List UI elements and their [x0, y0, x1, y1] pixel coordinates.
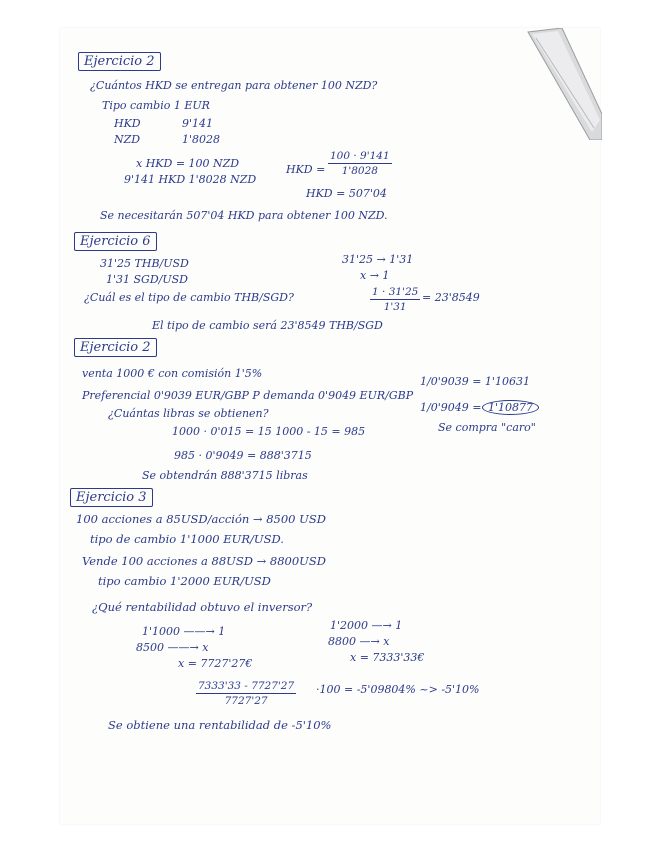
exercise-1-fraction-den: 1'8028 [341, 165, 378, 177]
exercise-2-conclusion: El tipo de cambio será 23'8549 THB/SGD [152, 319, 383, 332]
exercise-4-rule2a: 1'2000 —→ 1 [330, 619, 403, 632]
exercise-2-question: ¿Cuál es el tipo de cambio THB/SGD? [84, 291, 294, 304]
exercise-4-fraction-den: 7727'27 [224, 695, 268, 707]
notebook-page [60, 28, 600, 824]
exercise-4-rule1c: x = 7727'27€ [178, 657, 253, 670]
exercise-2-fraction-den: 1'31 [383, 301, 407, 313]
exercise-1-hkd-value: 9'141 [182, 117, 214, 130]
exercise-3-calc2: 985 · 0'9049 = 888'3715 [174, 449, 312, 462]
exercise-4-fraction-result: ·100 = -5'09804% ~> -5'10% [316, 683, 480, 696]
pen-image [522, 28, 602, 140]
exercise-1-hkd-label: HKD [114, 117, 141, 130]
exercise-2-fraction-num: 1 · 31'25 [372, 286, 419, 298]
exercise-1-conclusion: Se necesitarán 507'04 HKD para obtener 100 NZD. [100, 209, 388, 222]
exercise-1-cross-2: 9'141 HKD 1'8028 NZD [124, 173, 257, 186]
exercise-4-question: ¿Qué rentabilidad obtuvo el inversor? [92, 600, 313, 614]
exercise-heading-4: Ejercicio 3 [70, 488, 153, 507]
exercise-3-line1: venta 1000 € con comisión 1'5% [82, 367, 263, 380]
exercise-1-hkd-eq: HKD = [286, 163, 326, 176]
exercise-4-rule1b: 8500 ——→ x [136, 641, 209, 654]
exercise-2-fraction [370, 286, 420, 313]
exercise-4-fraction-num: 7333'33 - 7727'27 [198, 680, 295, 692]
exercise-3-question: ¿Cuántas libras se obtienen? [108, 407, 269, 420]
exercise-4-conclusion: Se obtiene una rentabilidad de -5'10% [108, 718, 332, 732]
exercise-2-line2: 1'31 SGD/USD [106, 273, 188, 286]
exercise-4-rule1a: 1'1000 ——→ 1 [142, 625, 226, 638]
exercise-2-line1: 31'25 THB/USD [100, 257, 189, 270]
exercise-1-rate-label: Tipo cambio 1 EUR [102, 99, 210, 112]
exercise-4-line2: tipo de cambio 1'1000 EUR/USD. [90, 532, 284, 546]
exercise-2-fraction-result: = 23'8549 [422, 291, 480, 304]
exercise-4-line4: tipo cambio 1'2000 EUR/USD [98, 574, 271, 588]
exercise-3-side3: Se compra "caro" [438, 421, 536, 434]
exercise-1-fraction-num: 100 · 9'141 [330, 150, 390, 162]
exercise-1-nzd-label: NZD [114, 133, 141, 146]
exercise-3-side2: 1/0'9049 = [420, 401, 482, 414]
exercise-4-rule2c: x = 7333'33€ [350, 651, 425, 664]
exercise-4-line1: 100 acciones a 85USD/acción → 8500 USD [76, 512, 326, 526]
exercise-1-nzd-value: 1'8028 [182, 133, 221, 146]
exercise-3-side1: 1/0'9039 = 1'10631 [420, 375, 530, 388]
exercise-4-line3: Vende 100 acciones a 88USD → 8800USD [82, 554, 326, 568]
exercise-2-rule1: 31'25 → 1'31 [342, 253, 414, 266]
exercise-3-side2-circled: 1'10877 [482, 400, 539, 415]
exercise-heading-2: Ejercicio 6 [74, 232, 157, 251]
exercise-1-cross-1: x HKD = 100 NZD [136, 157, 240, 170]
exercise-4-rule2b: 8800 —→ x [328, 635, 390, 648]
exercise-1-result: HKD = 507'04 [306, 187, 387, 200]
exercise-3-conclusion: Se obtendrán 888'3715 libras [142, 469, 308, 482]
exercise-3-calc1: 1000 · 0'015 = 15 1000 - 15 = 985 [172, 425, 366, 438]
exercise-heading-3: Ejercicio 2 [74, 338, 157, 357]
exercise-1-question: ¿Cuántos HKD se entregan para obtener 100 NZD? [90, 79, 378, 92]
exercise-heading-1: Ejercicio 2 [78, 52, 161, 71]
exercise-1-fraction [328, 150, 392, 177]
exercise-3-line2: Preferencial 0'9039 EUR/GBP P demanda 0'9049 EUR/GBP [82, 389, 414, 402]
exercise-2-rule2: x → 1 [360, 269, 390, 282]
exercise-4-fraction [196, 680, 296, 707]
